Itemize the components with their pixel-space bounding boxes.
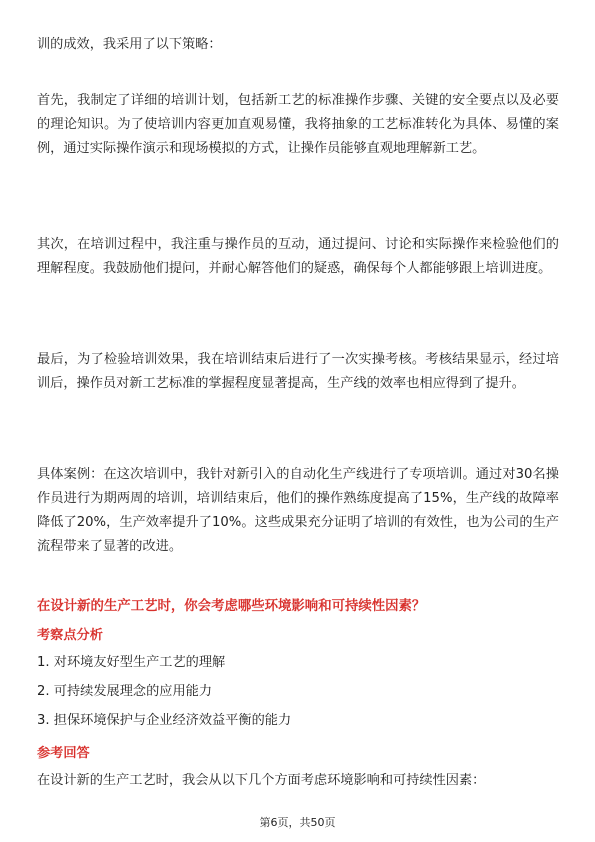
answer-heading: 参考回答 <box>37 746 90 761</box>
page-number: 第6页，共50页 <box>259 816 336 829</box>
paragraph-last: 最后，为了检验培训效果，我在培训结束后进行了一次实操考核。考核结果显示，经过培训后，操作员对新工艺标准的掌握程度显著提高，生产线的效率也相应得到了提升。 <box>37 352 559 391</box>
analysis-heading: 考察点分析 <box>37 628 103 643</box>
answer-text: 在设计新的生产工艺时，我会从以下几个方面考虑环境影响和可持续性因素： <box>37 773 486 788</box>
analysis-item: 3. 担保环境保护与企业经济效益平衡的能力 <box>37 713 292 728</box>
paragraph-case: 具体案例：在这次培训中，我针对新引入的自动化生产线进行了专项培训。通过对30名操作员进行为期两周的培训，培训结束后，他们的操作熟练度提高了15%，生产线的故障率降低了20%，生产效率提升了10%。这些成果充分证明了培训的有效性，也为公司的生产流程带来了显著的改进。 <box>37 467 559 554</box>
paragraph-intro: 训的成效，我采用了以下策略： <box>37 37 222 52</box>
analysis-item: 2. 可持续发展理念的应用能力 <box>37 684 213 699</box>
analysis-item: 1. 对环境友好型生产工艺的理解 <box>37 655 226 670</box>
paragraph-first: 首先，我制定了详细的培训计划，包括新工艺的标准操作步骤、关键的安全要点以及必要的理论知识。为了使培训内容更加直观易懂，我将抽象的工艺标准转化为具体、易懂的案例，通过实际操作演示和现场模拟的方式，让操作员能够直观地理解新工艺。 <box>37 93 559 156</box>
question-heading: 在设计新的生产工艺时，你会考虑哪些环境影响和可持续性因素？ <box>37 599 426 614</box>
paragraph-second: 其次，在培训过程中，我注重与操作员的互动，通过提问、讨论和实际操作来检验他们的理解程度。我鼓励他们提问，并耐心解答他们的疑惑，确保每个人都能够跟上培训进度。 <box>37 237 559 276</box>
